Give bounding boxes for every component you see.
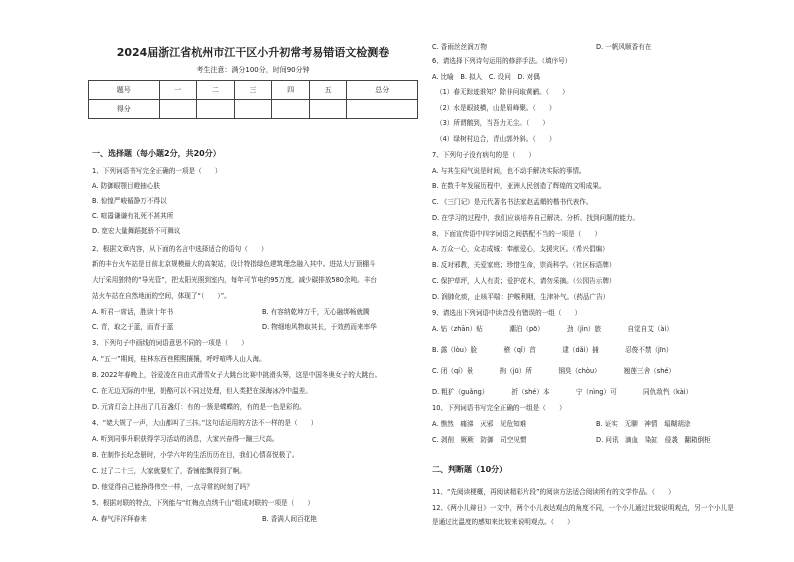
question-line: 是通过比温度的感知来比较来说明观点。（ ） [432,518,574,526]
page-title: 2024届浙江省杭州市江干区小升初常考易错语文检测卷 [116,46,390,59]
table-cell: 总分 [347,81,418,100]
option-line: B. 反对邪教，关爱家庭；珍惜生命，崇尚科学。（社区标语牌） [432,261,616,269]
question-line: 7、下列句子没有病句的是（ ） [432,151,536,159]
table-cell: 四 [272,81,310,100]
option-line: B. 惊惶严峻循静万不得以 [92,197,167,205]
passage-line: 大厅采用独特的“导光管”，把太阳光照到室内，每年可节电约95万度，减少碳排放580余吨。丰台 [92,276,377,284]
option-line: A. 万众一心，众志成城：奉献爱心，支援灾区。（希兴倡编） [432,245,609,253]
option-line: A. 听君一席话，胜读十年书 [92,308,174,316]
option-line: B. 2022年春晚上，谷爱凌在自由式滑雪女子大跳台比赛中挑滑头筹，这是中国冬奥女子的大跳台。 [92,371,382,379]
score-input-cell[interactable] [197,100,235,119]
table-row [89,81,418,100]
table-row [89,100,418,119]
option-line: B. 香满人间百花艳 [262,515,317,523]
option-line: D. 在学习的过程中，我们应该培养自己解决、分析、找到问题的能力。 [432,214,640,222]
option-line: D. 润肺化痰，止咳平喘：护喉利咽，生津补气。（药品广告） [432,293,610,301]
score-input-cell[interactable] [159,100,197,119]
option-line: C. 香雨丝丝润万物 [432,43,487,51]
table-cell: 一 [159,81,197,100]
sub-question: （3）所谓鹅到，当吾力无尘。（ ） [436,119,549,127]
option-line: A. 钻（zhān）贴 潮泊（pō） 劲（jìn）旅 自觉自艾（ài） [432,325,673,333]
passage-line: 站火车站在自然地面的空间，体现了“（ ）”。 [92,292,231,300]
option-line: A. 憔然 痛涕 灭邪 见危知难 [432,420,527,428]
option-line: A. 与其生闷气说是时间，也不动手解决实际的事情。 [432,167,586,175]
option-line: C. 闭（qí）景 拘（jū）所 铜臭（chòu） 翘莲三舍（shé） [432,367,676,375]
score-input-cell[interactable] [347,100,418,119]
sub-question: （2）水是眼波横，山是眉峰聚。（ ） [436,104,556,112]
table-cell: 三 [234,81,272,100]
option-line: A. 听到同事升职获得学习活动的消息，大家兴奋得一蹦三尺高。 [92,435,279,443]
option-line: B. 有容纳乾坤万千，无心融绑畅就腾 [262,308,370,316]
score-table [88,80,418,119]
question-line: 1、下列词语书写完全正确的一项是（ ） [92,167,222,175]
option-line: A. 比喻 B. 拟人 C. 设问 D. 对偶 [432,73,540,81]
question-line: 2、根据文章内容，从下面的名言中选择适合的语句（ ） [92,245,268,253]
question-line: 12、《两小儿辩日》一文中，两个小儿表达观点的角度不同，一个小儿通过比较说明观点，另一个小儿是 [432,504,734,512]
option-line: D. 宽宏大量舞蹈挺骄不可舞议 [92,227,181,235]
table-cell: 题号 [89,81,160,100]
score-input-cell[interactable] [309,100,347,119]
option-line: B. 露（lòu）脸 稽（qǐ）首 逮（dǎi）捕 忍俊不禁（jīn） [432,346,673,354]
table-cell: 二 [197,81,235,100]
option-line: C. 喧嚣谦谦有礼死不甚其所 [92,212,174,220]
score-input-cell[interactable] [272,100,310,119]
option-line: A. 防御眼颚目瞪抽心肤 [92,182,160,190]
question-line: 8、下面宣传语中四字词语之间搭配不当的一项是（ ） [432,230,602,238]
table-cell: 五 [309,81,347,100]
question-line: 10、下列词语书写完全正确的一组是（ ） [432,404,566,412]
question-line: 11、“先阅读梗概，再阅读精彩片段”的阅读方法适合阅读所有的文学作品。（ ） [432,488,675,496]
option-line: D. 粗犷（guǎng） 折（shé）本 宁（nìng）可 同仇敌忾（kài） [432,388,693,396]
option-line: D. 问讯 滴血 染缸 侵袭 翻箱倒柜 [596,436,711,444]
table-cell: 得分 [89,100,160,119]
exam-notice: 考生注意：满分100分，时间90分钟 [196,66,310,74]
passage-line: 新的丰台火车站是目前北京规模最大的高架站，设计特指绿色建筑理念融入其中。进站大厅顶棚斗 [92,260,376,268]
option-line: C. 保护草坪，人人有责；爱护花木，请勿采摘。（公园告示牌） [432,277,616,285]
option-line: C. 青，取之于蓝，而青于蓝 [92,323,174,331]
option-line: D. 物细地风物取其长，于效药而来率华 [262,323,377,331]
section-heading: 二、判断题（10分） [432,465,508,474]
option-line: B. 在数千年发展历程中，亚洲人民创造了辉煌的文明成果。 [432,182,606,190]
question-line: 5、根据对联的特点，下列能与“红梅点点绣千山”组成对联的一项是（ ） [92,499,315,507]
question-line: 4、“姥大规了一声，大山都叫了三抖。”这句话运用的方法不一样的是（ ） [92,419,318,427]
option-line: B. 证实 无聊 神情 塌糊胡涂 [596,420,691,428]
score-input-cell[interactable] [234,100,272,119]
section-heading: 一、选择题（每小题2分，共20分） [92,149,221,158]
option-line: A. 春气洋洋拜春来 [92,515,147,523]
sub-question: （4）绿树村边合，青山郭外斜。（ ） [436,135,556,143]
option-line: C. 在无边无际的中里，奶酪可以不同过处理，但人类把在深海冰冷中温差。 [92,387,312,395]
question-line: 9、请选出下列词语中读音没有错误的一组（ ） [432,309,582,317]
option-line: C. 过了二十三，大家就要忙了，香铺能飘得到了啊。 [92,467,246,475]
option-line: C. 《三门记》是元代著名书法家赵孟頫的楷书代表作。 [432,198,593,206]
option-line: D. 他觉得自己能挣得伟空一样，一点寻常的时刻了吗？ [92,483,253,491]
option-line: D. 一帆风顺香有在 [596,43,652,51]
option-line: B. 在制作长纪念册时，小学六年的生活历历在目，我们心情喜悦极了。 [92,451,299,459]
question-line: 6、请选择下列诗句运用的修辞手法。（填序号） [432,57,572,65]
question-line: 3、下列句子中画线的词语意思不同的一项是（ ） [92,339,248,347]
sub-question: （1）春无踪迹谁知？除非问取黄鹂。（ ） [436,88,569,96]
option-line: D. 元宵灯会上挂出了几百盏灯：有的一簇是蝶蝶的，有的是一色是彩的。 [92,403,306,411]
option-line: A. “五一”期间，桂林东西巷熙熙攘攘，呼呼喧哗人山人海。 [92,355,266,363]
option-line: C. 剥削 厥厥 防御 司空见惯 [432,436,527,444]
